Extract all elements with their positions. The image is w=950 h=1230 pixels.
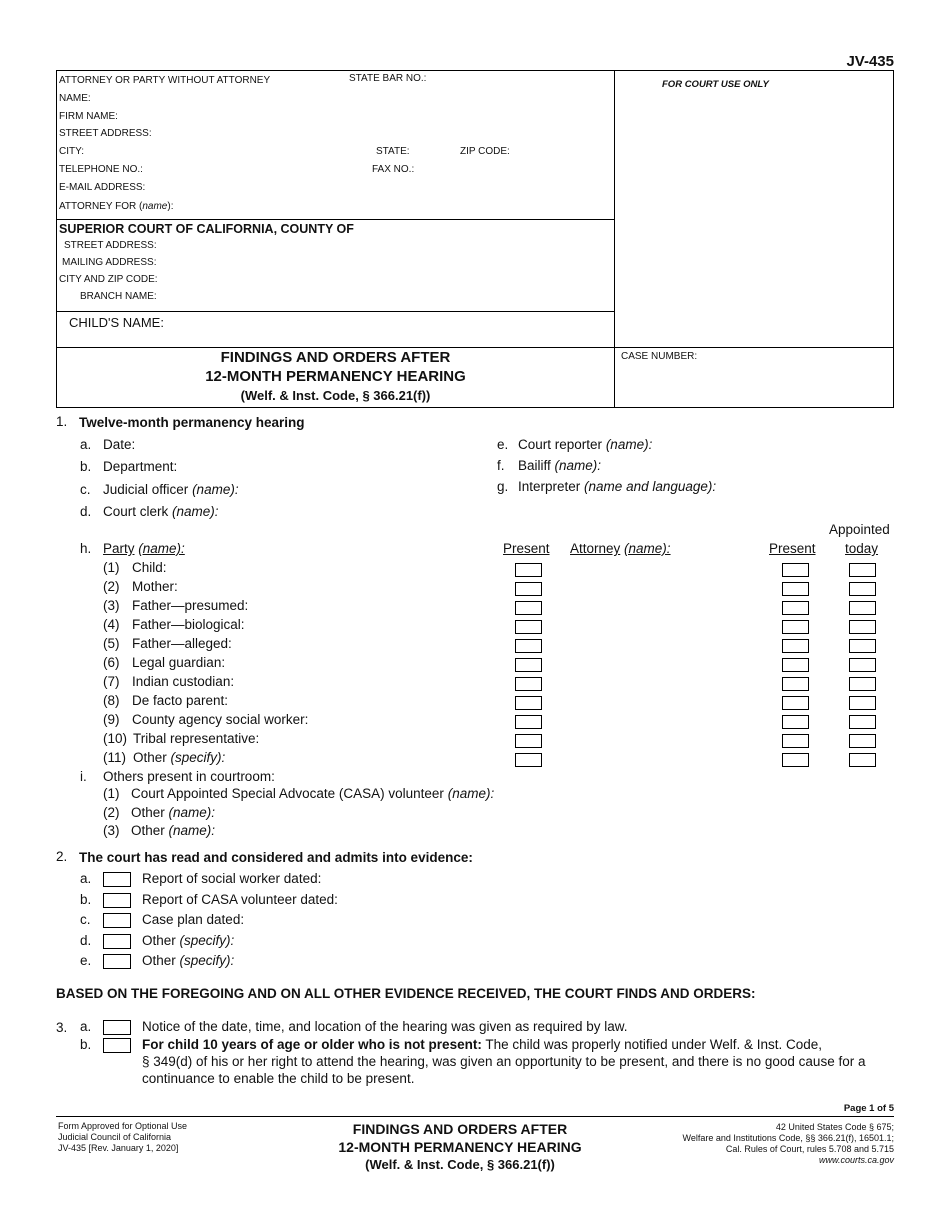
court-cityzip-label[interactable]: CITY AND ZIP CODE:	[59, 274, 158, 285]
notice-given-checkbox[interactable]	[103, 1020, 131, 1035]
firm-name-label[interactable]: FIRM NAME:	[59, 111, 118, 122]
based-on-heading: BASED ON THE FOREGOING AND ON ALL OTHER EVIDENCE RECEIVED, THE COURT FINDS AND ORDERS:	[56, 986, 756, 1001]
attorney-present-checkbox[interactable]	[782, 715, 809, 729]
item-letter: a.	[80, 437, 92, 452]
footer-left: Form Approved for Optional Use Judicial Council of California JV-435 [Rev. January 1, 2020]	[58, 1121, 188, 1153]
item-letter: g.	[497, 479, 509, 494]
party-present-checkbox[interactable]	[515, 582, 542, 596]
footer-right: 42 United States Code § 675; Welfare and Institutions Code, §§ 366.21(f), 16501.1; Cal. Rules of Court, rules 5.708 and 5.715 www.courts.ca.gov	[682, 1122, 894, 1165]
appointed-today-checkbox[interactable]	[849, 563, 876, 577]
party-label[interactable]: County agency social worker:	[132, 712, 309, 727]
fax-label[interactable]: FAX NO.:	[372, 164, 415, 175]
attorney-label: ATTORNEY OR PARTY WITHOUT ATTORNEY	[59, 75, 271, 86]
child-notified-text-1: For child 10 years of age or older who is not present: The child was properly notified under Welf. & Inst. Code,	[142, 1037, 823, 1052]
appointed-today-checkbox[interactable]	[849, 715, 876, 729]
party-present-checkbox[interactable]	[515, 715, 542, 729]
page-number: Page 1 of 5	[843, 1103, 894, 1114]
item-letter: e.	[80, 953, 92, 968]
appointed-today-checkbox[interactable]	[849, 696, 876, 710]
notice-given-text: Notice of the date, time, and location of the hearing was given as required by law.	[142, 1019, 628, 1034]
attorney-present-checkbox[interactable]	[782, 753, 809, 767]
item-letter: f.	[497, 458, 505, 473]
item-letter: c.	[80, 482, 91, 497]
case-number-label[interactable]: CASE NUMBER:	[621, 351, 698, 362]
title-line-3: (Welf. & Inst. Code, § 366.21(f))	[240, 388, 431, 403]
party-present-checkbox[interactable]	[515, 620, 542, 634]
party-label[interactable]: Tribal representative:	[133, 731, 260, 746]
title-line-1: FINDINGS AND ORDERS AFTER	[220, 349, 451, 366]
section2-heading: The court has read and considered and admits into evidence:	[79, 850, 473, 865]
court-use-label: FOR COURT USE ONLY	[662, 79, 769, 90]
party-label[interactable]: Child:	[132, 560, 167, 575]
court-mailing-label[interactable]: MAILING ADDRESS:	[62, 257, 157, 268]
department-label[interactable]: Department:	[103, 459, 178, 474]
present-header: Present	[503, 541, 550, 556]
attorney-present-checkbox[interactable]	[782, 677, 809, 691]
attorney-present-checkbox[interactable]	[782, 582, 809, 596]
party-present-checkbox[interactable]	[515, 753, 542, 767]
item-letter: b.	[80, 459, 92, 474]
party-number: (6)	[103, 655, 120, 670]
section1-number: 1.	[56, 414, 68, 429]
casa-volunteer-label[interactable]: Court Appointed Special Advocate (CASA) volunteer (name):	[131, 786, 495, 801]
other-present-2-label[interactable]: Other (name):	[131, 823, 216, 838]
court-label: SUPERIOR COURT OF CALIFORNIA, COUNTY OF	[59, 222, 354, 236]
party-present-checkbox[interactable]	[515, 677, 542, 691]
item-letter: b.	[80, 1037, 92, 1052]
party-number: (11)	[103, 750, 127, 765]
party-label[interactable]: Mother:	[132, 579, 178, 594]
child-notified-text-2: § 349(d) of his or her right to attend the hearing, was given an opportunity to be present, and there is no good cause for a	[142, 1054, 866, 1069]
attorney-present-checkbox[interactable]	[782, 639, 809, 653]
state-label[interactable]: STATE:	[376, 146, 410, 157]
attorney-present-checkbox[interactable]	[782, 658, 809, 672]
evidence-label[interactable]: Report of social worker dated:	[142, 871, 322, 886]
appointed-today-checkbox[interactable]	[849, 658, 876, 672]
section3-number: 3.	[56, 1020, 68, 1035]
child-notified-text-3: continuance to enable the child to be present.	[142, 1071, 415, 1086]
attorney-for-label[interactable]: ATTORNEY FOR (name):	[59, 201, 174, 212]
party-number: (5)	[103, 636, 120, 651]
item-letter: c.	[80, 912, 91, 927]
item-letter: a.	[80, 871, 92, 886]
evidence-label[interactable]: Other (specify):	[142, 932, 235, 948]
item-letter: h.	[80, 541, 92, 556]
party-label[interactable]: Father—presumed:	[132, 598, 249, 613]
party-number: (2)	[103, 579, 120, 594]
party-number: (4)	[103, 617, 120, 632]
date-label[interactable]: Date:	[103, 437, 136, 452]
attorney-present-checkbox[interactable]	[782, 696, 809, 710]
evidence-label[interactable]: Report of CASA volunteer dated:	[142, 891, 338, 907]
interpreter-label[interactable]: Interpreter (name and language):	[518, 479, 717, 494]
section1-heading: Twelve-month permanency hearing	[79, 415, 305, 430]
evidence-label[interactable]: Other (specify):	[142, 953, 235, 968]
party-present-checkbox[interactable]	[515, 658, 542, 672]
evidence-label[interactable]: Case plan dated:	[142, 912, 245, 927]
city-label[interactable]: CITY:	[59, 146, 85, 157]
party-label[interactable]: Father—alleged:	[132, 636, 232, 651]
footer-rule	[56, 1116, 894, 1117]
court-reporter-label[interactable]: Court reporter (name):	[518, 437, 653, 452]
party-header: Party (name):	[103, 541, 185, 556]
telephone-label[interactable]: TELEPHONE NO.:	[59, 164, 143, 175]
item-letter: i.	[80, 769, 87, 784]
appointed-today-checkbox[interactable]	[849, 734, 876, 748]
party-present-checkbox[interactable]	[515, 563, 542, 577]
judicial-officer-label[interactable]: Judicial officer (name):	[103, 482, 239, 497]
attorney-header: Attorney (name):	[570, 541, 671, 556]
bailiff-label[interactable]: Bailiff (name):	[518, 458, 602, 473]
appointed-today-checkbox[interactable]	[849, 582, 876, 596]
child-name-label[interactable]: CHILD'S NAME:	[69, 315, 164, 330]
item-letter: a.	[80, 1019, 92, 1034]
party-present-checkbox[interactable]	[515, 696, 542, 710]
court-branch-label[interactable]: BRANCH NAME:	[80, 291, 157, 302]
party-number: (8)	[103, 693, 120, 708]
name-label[interactable]: NAME:	[59, 93, 91, 104]
footer-title: FINDINGS AND ORDERS AFTER 12-MONTH PERMANENCY HEARING (Welf. & Inst. Code, § 366.21(f))	[338, 1121, 582, 1172]
sub-number: (2)	[103, 805, 120, 820]
party-label[interactable]: Other (specify):	[133, 750, 226, 765]
appointed-today-header: today	[845, 541, 879, 556]
caption-box	[56, 70, 894, 408]
evidence-checkbox[interactable]	[103, 913, 131, 928]
zip-code-label[interactable]: ZIP CODE:	[460, 146, 510, 157]
party-number: (7)	[103, 674, 120, 689]
attorney-present-checkbox[interactable]	[782, 620, 809, 634]
appointed-today-checkbox[interactable]	[849, 753, 876, 767]
other-present-1-label[interactable]: Other (name):	[131, 805, 216, 820]
party-label[interactable]: Father—biological:	[132, 617, 245, 632]
item-letter: e.	[497, 437, 509, 452]
party-label[interactable]: Legal guardian:	[132, 655, 226, 670]
appointed-today-checkbox[interactable]	[849, 601, 876, 615]
party-number: (1)	[103, 560, 120, 575]
street-address-label[interactable]: STREET ADDRESS:	[59, 128, 152, 139]
appointed-today-checkbox[interactable]	[849, 620, 876, 634]
attorney-present-checkbox[interactable]	[782, 601, 809, 615]
party-present-checkbox[interactable]	[515, 639, 542, 653]
item-letter: d.	[80, 504, 92, 519]
title-line-2: 12-MONTH PERMANENCY HEARING	[205, 368, 466, 385]
item-letter: b.	[80, 891, 92, 907]
party-number: (3)	[103, 598, 120, 613]
appointed-today-checkbox[interactable]	[849, 677, 876, 691]
attorney-present-checkbox[interactable]	[782, 563, 809, 577]
party-number: (9)	[103, 712, 120, 727]
appointed-today-checkbox[interactable]	[849, 639, 876, 653]
evidence-checkbox[interactable]	[103, 893, 131, 908]
party-present-checkbox[interactable]	[515, 601, 542, 615]
party-present-checkbox[interactable]	[515, 734, 542, 748]
party-label[interactable]: Indian custodian:	[132, 674, 235, 689]
sub-number: (1)	[103, 786, 120, 801]
attorney-present-checkbox[interactable]	[782, 734, 809, 748]
form-id: JV-435	[846, 53, 894, 70]
item-letter: d.	[80, 932, 92, 948]
party-label[interactable]: De facto parent:	[132, 693, 229, 708]
evidence-checkbox[interactable]	[103, 954, 131, 969]
court-street-label[interactable]: STREET ADDRESS:	[64, 240, 157, 251]
court-clerk-label[interactable]: Court clerk (name):	[103, 504, 219, 519]
section2-number: 2.	[56, 849, 68, 864]
evidence-checkbox[interactable]	[103, 872, 131, 887]
appointed-header: Appointed	[829, 522, 890, 537]
sub-number: (3)	[103, 823, 120, 838]
attorney-present-header: Present	[769, 541, 816, 556]
party-number: (10)	[103, 731, 128, 746]
others-present-label: Others present in courtroom:	[103, 769, 275, 784]
state-bar-label[interactable]: STATE BAR NO.:	[349, 73, 427, 84]
evidence-checkbox[interactable]	[103, 934, 131, 949]
email-label[interactable]: E-MAIL ADDRESS:	[59, 182, 146, 193]
child-notified-checkbox[interactable]	[103, 1038, 131, 1053]
